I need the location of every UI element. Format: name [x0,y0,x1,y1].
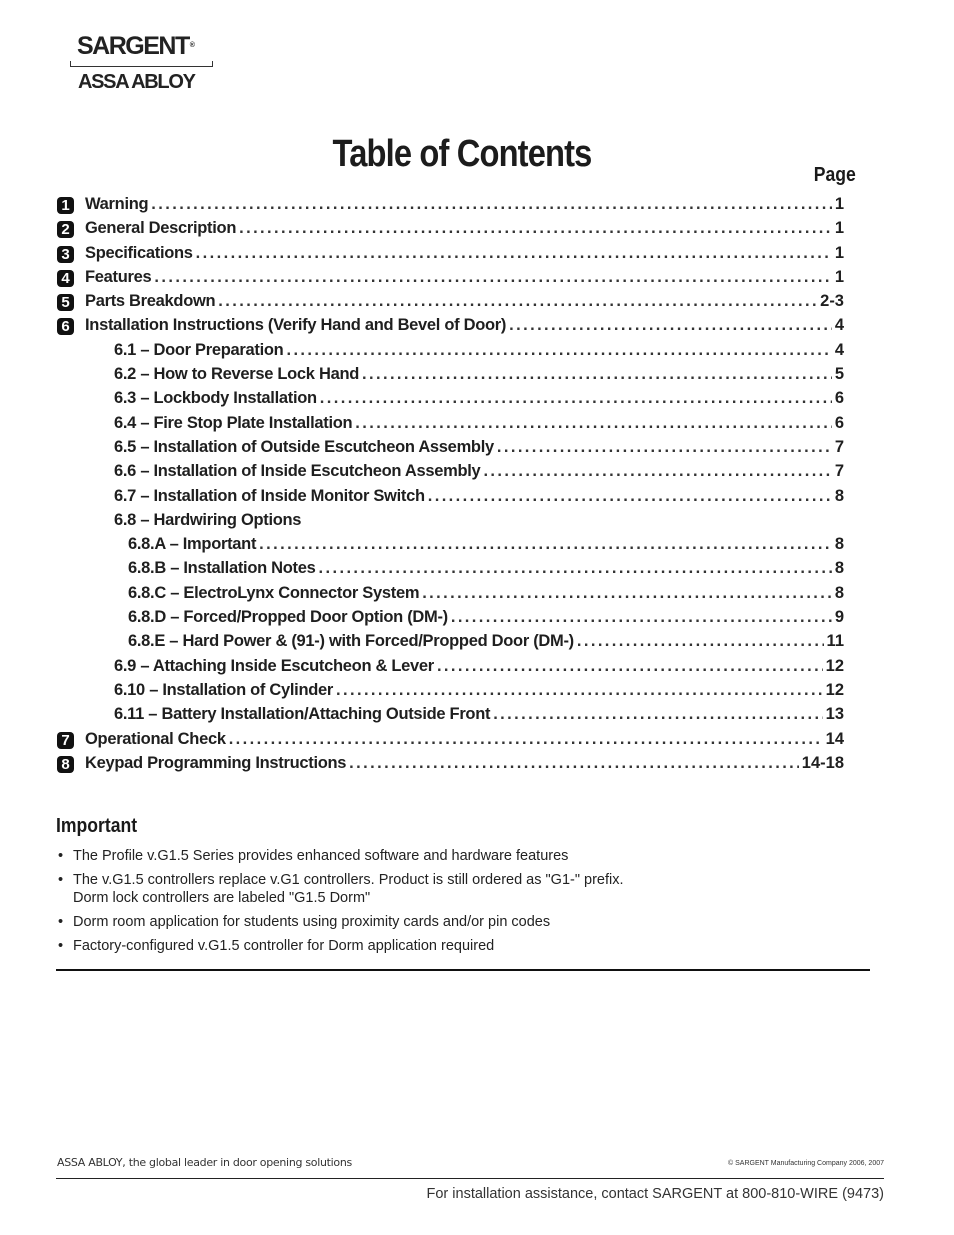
toc-subentry[interactable] [57,459,844,483]
bullet-item: • Factory-configured v.G1.5 controller for Dorm application required [57,937,817,955]
footer-tagline: ASSA ABLOY, the global leader in door opening solutions [57,1156,352,1169]
toc-subentry[interactable] [57,654,844,678]
toc-entry-page: 1 [834,195,844,213]
bullet-item: • Dorm room application for students using proximity cards and/or pin codes [57,913,817,931]
toc-entry-label: 6.8.C – ElectroLynx Connector System [128,583,420,602]
dot-leader [362,362,832,386]
footer-copyright: © SARGENT Manufacturing Company 2006, 2007 [728,1160,884,1167]
toc-entry-label: Installation Instructions (Verify Hand and Bevel of Door) [85,316,507,335]
toc-subentry[interactable] [57,702,844,726]
section-number-badge: 6 [57,318,74,335]
toc-entry[interactable] [57,313,844,337]
bullet-item: • The v.G1.5 controllers replace v.G1 controllers. Product is still ordered as "G1-" prefix. Dorm lock controllers are labeled "G1.5 Dorm" [57,871,817,907]
toc-entry-page: 7 [834,462,844,481]
dot-leader [319,556,832,580]
dot-leader [497,435,832,459]
toc-subentry[interactable] [57,678,844,702]
toc-entry-label: 6.9 – Attaching Inside Escutcheon & Lever [114,656,434,675]
toc-entry-page: 5 [834,365,844,384]
toc-entry-label: Keypad Programming Instructions [85,753,347,772]
page-title: Table of Contents [332,133,592,175]
toc-subentry-heading[interactable] [57,508,844,532]
toc-entry[interactable] [57,192,844,216]
toc-subentry[interactable] [57,338,844,362]
dot-leader [509,313,832,337]
logo-reg-mark: ® [189,42,195,49]
dot-leader [493,702,822,726]
toc-subentry[interactable] [57,362,844,386]
toc-entry-label: 6.8.A – Important [128,535,257,554]
bullet-item: • The Profile v.G1.5 Series provides enhanced software and hardware features [57,847,817,865]
toc-entry-page: 14-18 [801,753,844,772]
logo-brand: SARGENT [77,32,189,60]
dot-leader [437,654,823,678]
toc-entry-page: 12 [825,680,844,699]
toc-entry-label: 6.8.B – Installation Notes [128,559,316,578]
toc-subsubentry[interactable] [57,532,844,556]
dot-leader [451,605,832,629]
toc-entry-page: 12 [825,656,844,675]
toc-entry-label: 6.7 – Installation of Inside Monitor Switch [114,486,425,505]
toc-entry-label: 6.8.D – Forced/Propped Door Option (DM-) [128,608,448,627]
dot-leader [355,411,832,435]
toc-entry-label: 6.8.E – Hard Power & (91-) with Forced/Propped Door (DM-) [128,632,574,651]
toc-entry-page: 4 [834,340,844,359]
toc-entry-label: 6.2 – How to Reverse Lock Hand [114,365,360,384]
important-heading: Important [56,815,138,837]
toc-entry-label: 6.8 – Hardwiring Options [114,510,302,529]
section-number-badge: 2 [57,221,74,238]
toc-entry-page: 1 [834,243,844,262]
page-column-heading: Page [813,164,856,186]
dot-leader [428,484,832,508]
toc-entry-label: 6.11 – Battery Installation/Attaching Outside Front [114,705,491,724]
sargent-assa-abloy-logo [70,32,220,94]
dot-leader [349,751,799,775]
footer-assistance-contact: For installation assistance, contact SARGENT at 800-810-WIRE (9473) [426,1186,884,1202]
dot-leader [229,727,823,751]
toc-subsubentry[interactable] [57,556,844,580]
toc-entry-page: 8 [834,559,844,578]
section-number-badge: 7 [57,732,74,749]
dot-leader [320,386,832,410]
toc-subentry[interactable] [57,411,844,435]
toc-entry-label: 6.1 – Door Preparation [114,340,284,359]
toc-entry-label: 6.10 – Installation of Cylinder [114,680,334,699]
toc-entry[interactable] [57,751,844,775]
toc-entry-page: 6 [834,389,844,408]
toc-subentry[interactable] [57,435,844,459]
toc-entry-page: 14 [825,729,844,748]
section-number-badge: 4 [57,270,74,287]
toc-entry-label: General Description [85,219,237,238]
toc-subsubentry[interactable] [57,581,844,605]
toc-entry-page: 6 [834,413,844,432]
section-number-badge: 5 [57,294,74,311]
toc-entry-page: 1 [834,267,844,286]
toc-entry-page: 11 [826,632,844,651]
toc-entry[interactable] [57,216,844,240]
toc-subsubentry[interactable] [57,629,844,653]
toc-entry-page: 7 [834,437,844,456]
important-bullet-list [57,847,817,961]
toc-entry[interactable] [57,727,844,751]
dot-leader [483,459,831,483]
toc-entry[interactable] [57,289,844,313]
toc-entry-label: Specifications [85,243,193,262]
toc-entry-page: 8 [834,535,844,554]
toc-entry-label: Features [85,267,152,286]
toc-entry[interactable] [57,241,844,265]
dot-leader [239,216,832,240]
toc-entry-page: 8 [834,486,844,505]
toc-subsubentry[interactable] [57,605,844,629]
dot-leader [286,338,831,362]
section-divider [56,969,870,971]
toc-entry-page: 4 [834,316,844,335]
dot-leader [259,532,832,556]
toc-subentry[interactable] [57,484,844,508]
dot-leader [422,581,832,605]
logo-parent: ASSA ABLOY [78,71,195,93]
toc-entry-page: 1 [834,219,844,238]
toc-entry-label: 6.3 – Lockbody Installation [114,389,317,408]
footer-divider [56,1178,884,1179]
toc-entry-label: 6.6 – Installation of Inside Escutcheon Assembly [114,462,481,481]
toc-entry[interactable] [57,265,844,289]
section-number-badge: 3 [57,246,74,263]
toc-entry-page: 8 [834,583,844,602]
toc-entry-label: 6.5 – Installation of Outside Escutcheon Assembly [114,437,494,456]
dot-leader [218,289,817,313]
toc-entry-page: 9 [834,608,844,627]
toc-entry-label: Warning [85,195,149,213]
table-of-contents [57,192,844,775]
section-number-badge: 8 [57,756,74,773]
dot-leader [336,678,823,702]
dot-leader [151,192,832,216]
toc-entry-label: 6.4 – Fire Stop Plate Installation [114,413,353,432]
dot-leader [196,241,832,265]
toc-subentry[interactable] [57,386,844,410]
section-number-badge: 1 [57,197,74,214]
dot-leader [577,629,824,653]
toc-entry-label: Operational Check [85,729,226,748]
toc-entry-label: Parts Breakdown [85,292,216,311]
logo-bracket-rule [70,61,213,67]
dot-leader [154,265,831,289]
toc-entry-page: 2-3 [820,292,844,311]
toc-entry-page: 13 [825,705,844,724]
